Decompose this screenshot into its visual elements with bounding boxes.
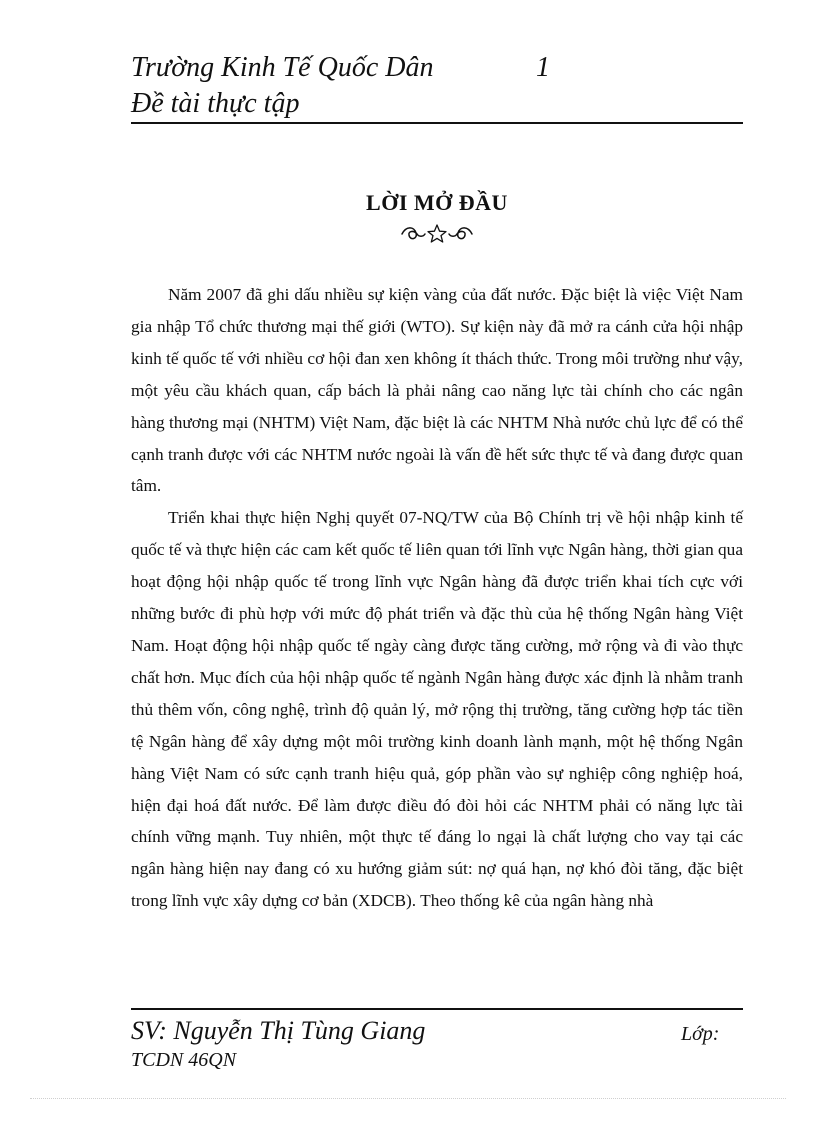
footer-class-label: Lớp: [681,1023,720,1045]
header-subtitle: Đề tài thực tập [131,88,300,119]
page-number: 1 [536,52,550,83]
footer-student-name: SV: Nguyễn Thị Tùng Giang [131,1016,426,1045]
document-body [131,279,743,917]
page-edge-dots [30,1098,786,1099]
paragraph: Năm 2007 đã ghi dấu nhiều sự kiện vàng của đất nước. Đặc biệt là việc Việt Nam gia nhập Tổ chức thương mại thế giới (WTO). Sự kiện này đã mở ra cánh cửa hội nhập kinh tế quốc tế với nhiều cơ hội đan xen không ít thách thức. Trong môi trường như vậy, một yêu cầu khách quan, cấp bách là phải nâng cao năng lực tài chính cho các ngân hàng thương mại (NHTM) Việt Nam, đặc biệt là các NHTM Nhà nước chủ lực để có thể cạnh tranh được với các NHTM nước ngoài là vấn đề hết sức thực tế và đang được quan tâm. [131,285,743,496]
page-title: LỜI MỞ ĐẦU [366,190,508,215]
footer-divider [131,1008,743,1010]
header-divider [131,122,743,124]
footer-class-value: TCDN 46QN [131,1049,237,1071]
header-school-name: Trường Kinh Tế Quốc Dân [131,52,434,83]
decorative-flourish-icon [400,222,474,244]
paragraph: Triển khai thực hiện Nghị quyết 07-NQ/TW của Bộ Chính trị về hội nhập kinh tế quốc tế và thực hiện các cam kết quốc tế liên quan tới lĩnh vực Ngân hàng, thời gian qua hoạt động hội nhập quốc tế trong lĩnh vực Ngân hàng đã được triển khai tích cực với những bước đi phù hợp với mức độ phát triển và đặc thù của hệ thống Ngân hàng Việt Nam. Hoạt động hội nhập quốc tế ngày càng được tăng cường, mở rộng và đi vào thực chất hơn. Mục đích của hội nhập quốc tế ngành Ngân hàng được xác định là nhằm tranh thủ thêm vốn, công nghệ, trình độ quản lý, mở rộng thị trường, tăng cường hợp tác tiền tệ Ngân hàng để xây dựng một môi trường kinh doanh lành mạnh, một hệ thống Ngân hàng Việt Nam có sức cạnh tranh hiệu quả, góp phần vào sự nghiệp công nghiệp hoá, hiện đại hoá đất nước. Để làm được điều đó đòi hỏi các NHTM phải có năng lực tài chính vững mạnh. Tuy nhiên, một thực tế đáng lo ngại là chất lượng cho vay tại các ngân hàng hiện nay đang có xu hướng giảm sút: nợ quá hạn, nợ khó đòi tăng, đặc biệt trong lĩnh vực xây dựng cơ bản (XDCB). Theo thống kê của ngân hàng nhà [131,508,743,911]
